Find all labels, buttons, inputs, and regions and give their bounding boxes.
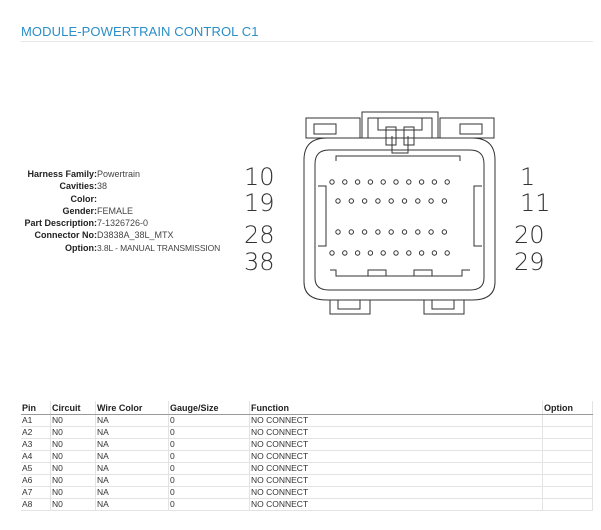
table-row — [21, 487, 593, 499]
pin-label-38: 38 — [244, 248, 275, 276]
cavity — [330, 180, 334, 184]
cell-gauge: 0 — [169, 475, 250, 487]
cell-circuit: N0 — [51, 427, 96, 439]
table-row — [21, 463, 593, 475]
cell-function: NO CONNECT — [250, 439, 543, 451]
pin-label-28: 28 — [244, 221, 275, 249]
cavity — [389, 230, 393, 234]
cavity — [445, 180, 449, 184]
page-title: MODULE-POWERTRAIN CONTROL C1 — [21, 24, 259, 39]
cavity — [349, 230, 353, 234]
info-label: Connector No: — [34, 230, 97, 241]
cell-pin: A8 — [21, 499, 51, 511]
pin-label-19: 19 — [244, 189, 275, 217]
info-value: D3838A_38L_MTX — [97, 230, 174, 241]
cavity — [442, 230, 446, 234]
cavity — [416, 199, 420, 203]
table-row — [21, 499, 593, 511]
info-label: Color: — [70, 193, 97, 204]
pinout-table — [21, 401, 593, 511]
cell-circuit: N0 — [51, 475, 96, 487]
cell-function: NO CONNECT — [250, 451, 543, 463]
cavity — [432, 251, 436, 255]
cavity — [355, 251, 359, 255]
table-row — [21, 427, 593, 439]
cell-wire-color: NA — [96, 475, 169, 487]
info-label: Option: — [65, 242, 97, 253]
cell-option — [543, 427, 593, 439]
cavity — [376, 230, 380, 234]
table-row — [21, 451, 593, 463]
info-value: 38 — [97, 181, 108, 192]
col-header-option: Option — [543, 401, 593, 415]
cavity — [330, 251, 334, 255]
cavity — [394, 251, 398, 255]
cell-pin: A6 — [21, 475, 51, 487]
cavity — [419, 251, 423, 255]
pin-label-1: 1 — [520, 163, 536, 191]
table-header-row — [21, 401, 593, 415]
info-value: Powertrain — [97, 169, 141, 179]
pin-label-11: 11 — [520, 189, 551, 217]
cell-gauge: 0 — [169, 487, 250, 499]
cell-pin: A1 — [21, 415, 51, 427]
cavity — [445, 251, 449, 255]
cavity — [419, 180, 423, 184]
cavity — [407, 251, 411, 255]
cell-gauge: 0 — [169, 451, 250, 463]
cell-option — [543, 499, 593, 511]
info-value: 7-1326726-0 — [97, 218, 149, 229]
cell-option — [543, 451, 593, 463]
cell-pin: A5 — [21, 463, 51, 475]
cell-wire-color: NA — [96, 427, 169, 439]
cavity — [416, 230, 420, 234]
pin-label-29: 29 — [514, 248, 545, 276]
cavity — [389, 199, 393, 203]
table-row — [21, 439, 593, 451]
cell-wire-color: NA — [96, 439, 169, 451]
cell-option — [543, 439, 593, 451]
info-label: Harness Family: — [27, 169, 97, 179]
cavity — [362, 230, 366, 234]
cell-gauge: 0 — [169, 499, 250, 511]
col-header-circuit: Circuit — [51, 401, 96, 415]
cell-function: NO CONNECT — [250, 499, 543, 511]
info-value: FEMALE — [97, 205, 134, 216]
cavity — [362, 199, 366, 203]
cell-wire-color: NA — [96, 463, 169, 475]
cavity — [343, 251, 347, 255]
info-label: Cavities: — [59, 181, 97, 192]
cell-pin: A4 — [21, 451, 51, 463]
cavity — [394, 180, 398, 184]
cavity — [349, 199, 353, 203]
table-row — [21, 415, 593, 427]
cell-circuit: N0 — [51, 463, 96, 475]
cell-gauge: 0 — [169, 415, 250, 427]
cell-wire-color: NA — [96, 487, 169, 499]
cavity — [381, 251, 385, 255]
pin-label-10: 10 — [244, 163, 275, 191]
cell-wire-color: NA — [96, 451, 169, 463]
col-header-wire-color: Wire Color — [96, 401, 169, 415]
cell-function: NO CONNECT — [250, 487, 543, 499]
info-value: 3.8L - MANUAL TRANSMISSION — [97, 242, 221, 253]
cavity — [432, 180, 436, 184]
cell-pin: A3 — [21, 439, 51, 451]
cavity — [429, 230, 433, 234]
cavity — [368, 180, 372, 184]
cavity — [355, 180, 359, 184]
cell-wire-color: NA — [96, 499, 169, 511]
cavity — [336, 199, 340, 203]
col-header-gauge: Gauge/Size — [169, 401, 250, 415]
col-header-pin: Pin — [21, 401, 51, 415]
cavity — [429, 199, 433, 203]
cell-circuit: N0 — [51, 499, 96, 511]
cell-option — [543, 463, 593, 475]
cell-circuit: N0 — [51, 415, 96, 427]
cavity — [402, 199, 406, 203]
cell-circuit: N0 — [51, 487, 96, 499]
pin-label-20: 20 — [514, 221, 545, 249]
cell-circuit: N0 — [51, 439, 96, 451]
info-label: Gender: — [62, 205, 97, 216]
cell-gauge: 0 — [169, 439, 250, 451]
cavity — [336, 230, 340, 234]
cell-gauge: 0 — [169, 463, 250, 475]
cell-circuit: N0 — [51, 451, 96, 463]
cell-gauge: 0 — [169, 427, 250, 439]
cell-wire-color: NA — [96, 415, 169, 427]
cell-pin: A7 — [21, 487, 51, 499]
col-header-function: Function — [250, 401, 543, 415]
cell-pin: A2 — [21, 427, 51, 439]
cell-function: NO CONNECT — [250, 475, 543, 487]
cavity — [381, 180, 385, 184]
table-row — [21, 475, 593, 487]
cavity — [402, 230, 406, 234]
cavity — [442, 199, 446, 203]
cavity — [343, 180, 347, 184]
cell-function: NO CONNECT — [250, 427, 543, 439]
info-label: Part Description: — [24, 218, 97, 229]
cell-function: NO CONNECT — [250, 415, 543, 427]
cavity — [376, 199, 380, 203]
connector-outline — [304, 112, 495, 314]
cavity — [368, 251, 372, 255]
cell-option — [543, 475, 593, 487]
cell-option — [543, 415, 593, 427]
cell-option — [543, 487, 593, 499]
cavity — [407, 180, 411, 184]
cell-function: NO CONNECT — [250, 463, 543, 475]
cavity-grid — [330, 180, 450, 255]
